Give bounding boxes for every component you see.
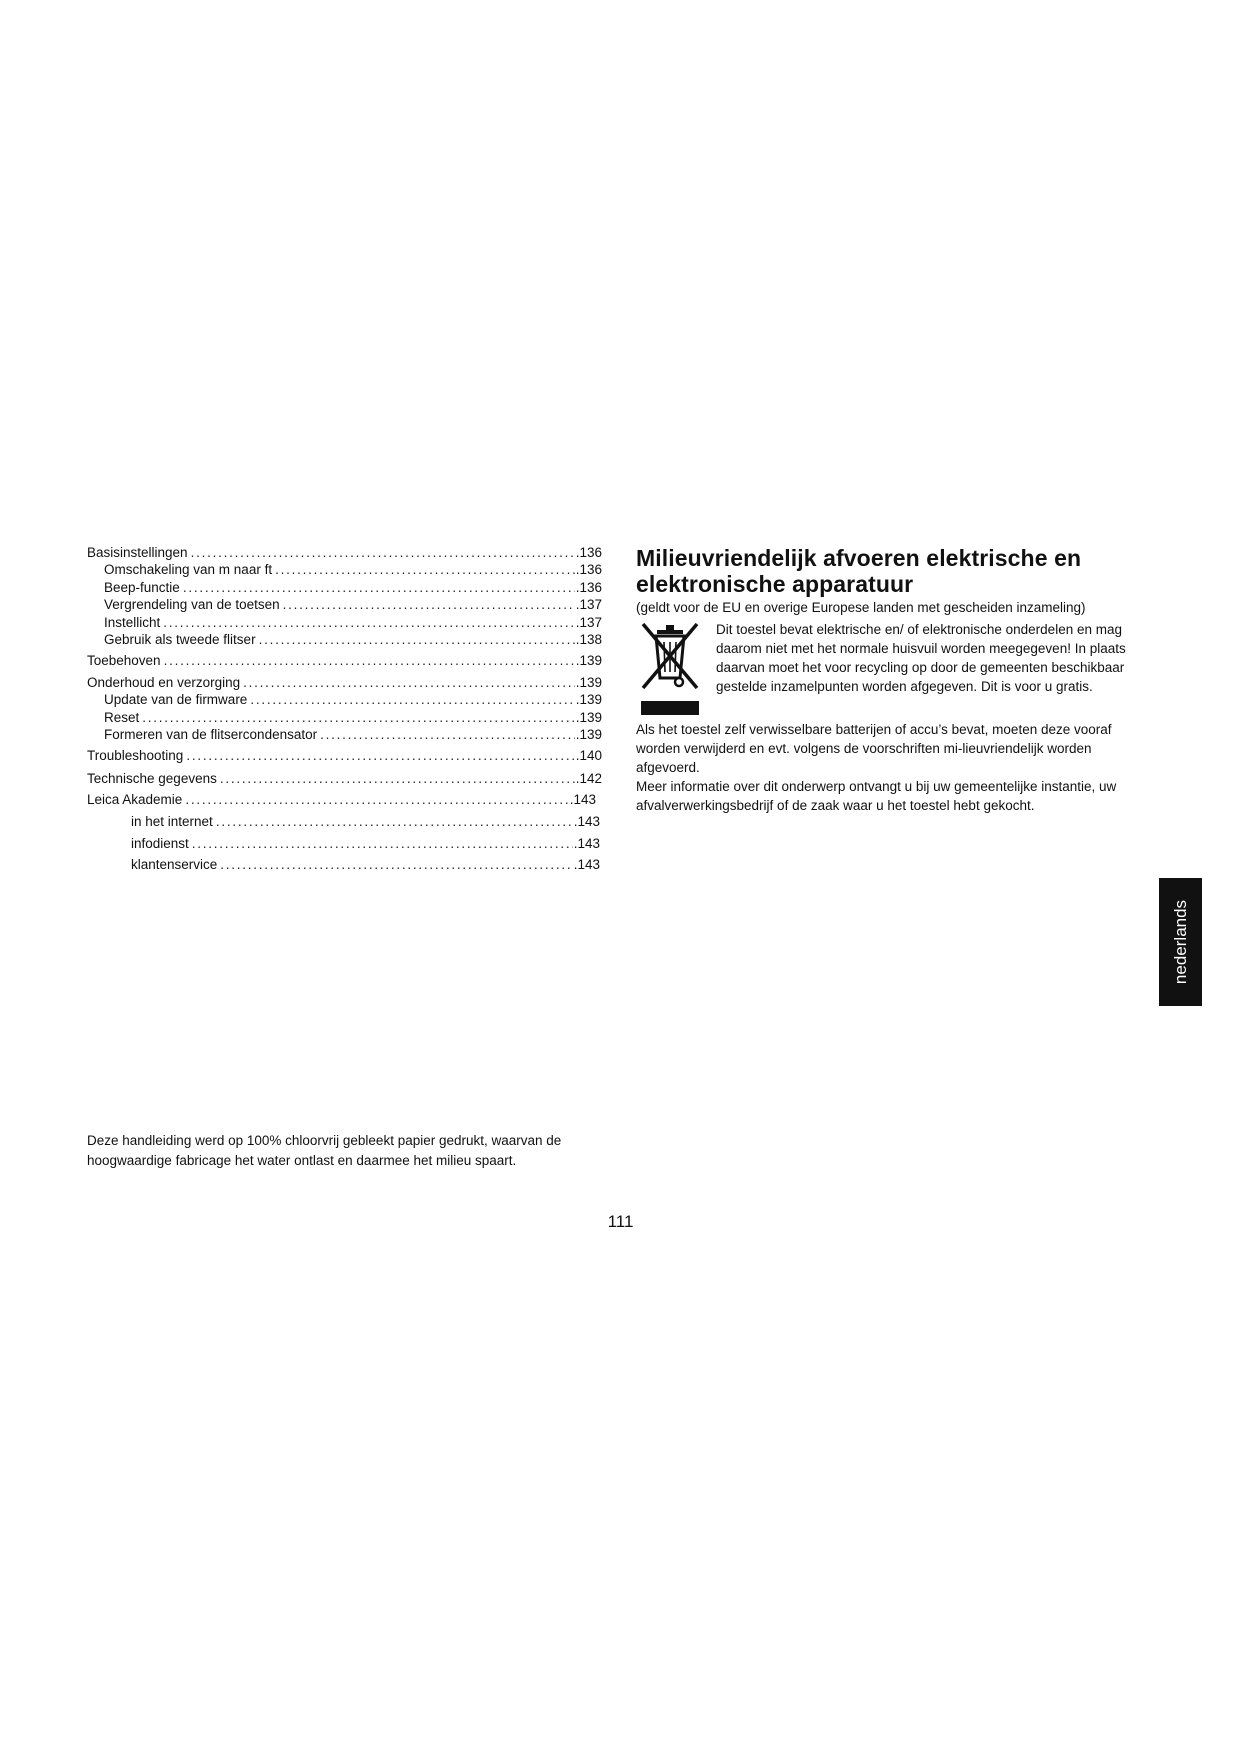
toc-entry[interactable] [87,545,602,561]
weee-notice [636,620,1156,720]
toc-leader-dots [185,792,568,808]
toc-entry-label: infodienst [131,836,189,851]
toc-entry-page: .139 [575,653,602,668]
toc-entry[interactable] [104,597,602,613]
toc-entry-page: .136 [575,562,602,577]
toc-leader-dots [191,545,575,561]
toc-leader-dots [192,836,573,852]
toc-entry-page: .143 [569,792,596,807]
toc-entry-page: .137 [575,615,602,630]
toc-leader-dots [250,692,574,708]
toc-leader-dots [283,597,575,613]
toc-entry-label: Formeren van de flitsercondensator [104,727,318,742]
toc-entry[interactable] [87,653,602,669]
toc-entry-page: .140 [575,748,602,763]
toc-entry[interactable] [131,836,600,852]
toc-entry-label: Update van de firmware [104,692,248,707]
language-tab-label: nederlands [1170,899,1190,985]
page-number: 111 [607,1212,634,1231]
toc-leader-dots [243,675,575,691]
info-paragraph: Meer informatie over dit onderwerp ontvangt u bij uw gemeentelijke instantie, uw afvalverwerkingsbedrijf of de zaak waar u het toestel hebt gekocht. [636,779,1117,813]
toc-leader-dots [164,653,575,669]
toc-entry-page: .139 [575,710,602,725]
disposal-section [636,545,1156,815]
toc-leader-dots [216,814,573,830]
toc-entry-label: in het internet [131,814,213,829]
toc-entry-label: Toebehoven [87,653,161,668]
toc-entry-label: Technische gegevens [87,771,217,786]
toc-entry-label: klantenservice [131,857,218,872]
toc-entry-page: .136 [575,545,602,560]
toc-entry[interactable] [104,632,602,648]
toc-entry[interactable] [104,692,602,708]
toc-entry-page: .139 [575,675,602,690]
toc-entry-label: Leica Akademie [87,792,183,807]
crossed-out-wheelie-bin-icon [641,622,699,716]
toc-leader-dots [142,710,574,726]
toc-entry-label: Beep-functie [104,580,180,595]
toc-entry[interactable] [131,857,600,873]
toc-entry-page: .139 [575,727,602,742]
toc-entry-label: Instellicht [104,615,161,630]
toc-entry[interactable] [104,615,602,631]
toc-leader-dots [163,615,574,631]
toc-entry-page: .137 [575,597,602,612]
toc-leader-dots [275,562,575,578]
toc-entry-page: .142 [575,771,602,786]
disposal-title [636,545,1156,597]
toc-leader-dots [220,857,572,873]
toc-entry-page: .143 [573,814,600,829]
toc-entry-page: .143 [573,857,600,872]
toc-leader-dots [186,748,574,764]
toc-leader-dots [320,727,575,743]
disposal-title-line1: Milieuvriendelijk afvoeren elektrische en [636,545,1082,571]
toc-entry-label: Basisinstellingen [87,545,188,560]
toc-entry-label: Reset [104,710,140,725]
toc-entry-label: Vergrendeling van de toetsen [104,597,280,612]
toc-entry-label: Onderhoud en verzorging [87,675,241,690]
battery-paragraph: Als het toestel zelf verwisselbare batterijen of accu’s bevat, moeten deze vooraf worden verwijderd en evt. volgens de voorschriften mi-lieuvriendelijk worden afgevoerd. [636,722,1112,775]
toc-entry[interactable] [104,562,602,578]
language-tab[interactable] [1159,878,1202,1006]
toc-entry[interactable] [87,792,596,808]
toc-entry[interactable] [104,580,602,596]
toc-entry-page: .136 [575,580,602,595]
toc-entry[interactable] [104,727,602,743]
toc-entry-page: .138 [575,632,602,647]
disposal-title-line2: elektronische apparatuur [636,571,914,597]
weee-notice-text: Dit toestel bevat elektrische en/ of elektronische onderdelen en mag daarom niet met het normale huisvuil worden meegegeven! In plaats daarvan moet het voor recycling op door de gemeenten beschikbaar gestelde inzamelpunten worden afgegeven. Dit is voor u gratis. [716,622,1126,694]
toc-entry-page: .143 [573,836,600,851]
toc-entry[interactable] [131,814,600,830]
disposal-subtitle: (geldt voor de EU en overige Europese landen met gescheiden inzameling) [636,600,1086,615]
toc-leader-dots [183,580,575,596]
toc-entry-label: Gebruik als tweede flitser [104,632,256,647]
toc-entry-label: Omschakeling van m naar ft [104,562,273,577]
toc-entry[interactable] [104,710,602,726]
toc-entry-page: .139 [575,692,602,707]
toc-entry[interactable] [87,748,602,764]
paper-footnote: Deze handleiding werd op 100% chloorvrij gebleekt papier gedrukt, waarvan de hoogwaardige fabricage het water ontlast en daarmee het milieu spaart. [87,1133,562,1168]
toc-entry-label: Troubleshooting [87,748,184,763]
toc-leader-dots [259,632,575,648]
toc-entry[interactable] [87,771,602,787]
toc-entry[interactable] [87,675,602,691]
toc-leader-dots [220,771,575,787]
